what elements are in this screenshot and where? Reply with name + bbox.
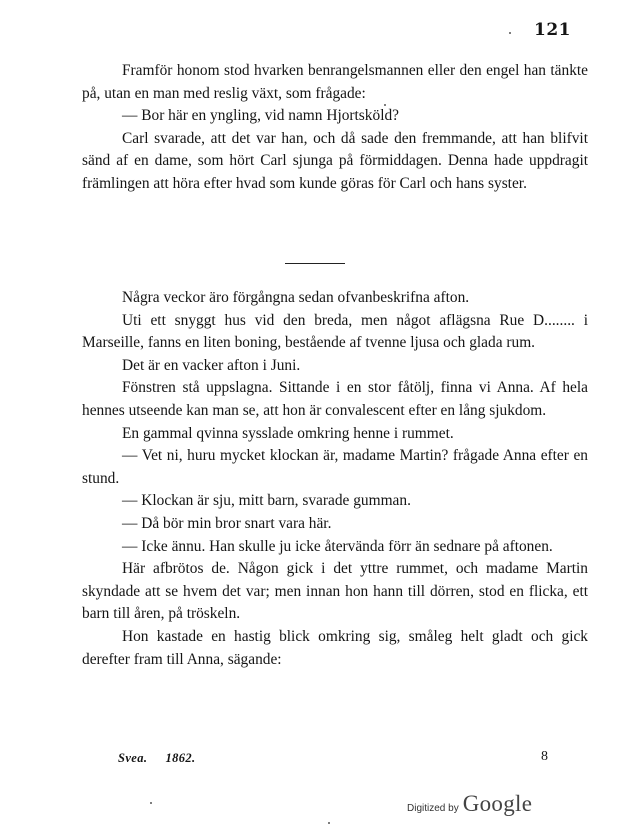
paragraph: — Då bör min bror snart vara här. [122,514,332,532]
paragraph: — Icke ännu. Han skulle ju icke återvända förr än sednare på aftonen. [122,537,553,555]
paragraph: — Vet ni, huru mycket klockan är, madame Martin? frågade Anna efter en stund. [82,447,588,487]
digitization-watermark [407,791,532,817]
scan-speck [384,104,386,106]
footer-publication [118,751,196,766]
paragraph: Carl svarade, att det var han, och då sade den fremmande, att han blifvit sänd af en dame, som hört Carl sjunga på förmiddagen. Denna hade uppdragit främlingen att höra efter hvad som kunde göras för Carl och hans syster. [82,129,588,192]
scan-speck [150,802,152,804]
paragraph: Det är en vacker afton i Juni. [122,356,301,374]
paragraph: — Klockan är sju, mitt barn, svarade gumman. [122,492,411,510]
paragraph: Framför honom stod hvarken benrangelsmannen eller den engel han tänkte på, utan en man med reslig växt, som frågade: [82,62,588,102]
paragraph: Uti ett snyggt hus vid den breda, men något aflägsna Rue D........ i Marseille, fanns en liten boning, bestående af tvenne ljusa och glada rum. [82,311,588,352]
digitized-label: Digitized by [407,803,459,814]
publication-title: Svea. [118,751,148,765]
paragraph: — Bor här en yngling, vid namn Hjortsköld? [122,107,399,125]
page-number: 121 [534,20,571,40]
scan-speck [509,32,511,34]
paragraph: Fönstren stå uppslagna. Sittande i en stor fåtölj, finna vi Anna. Af hela hennes utseende kan man se, att hon är convalescent efter en lång sjukdom. [82,379,588,419]
paragraph: En gammal qvinna sysslade omkring henne i rummet. [122,424,454,442]
signature-mark: 8 [541,749,548,764]
google-logo: Google [462,791,533,816]
paragraph: Hon kastade en hastig blick omkring sig, småleg helt gladt och gick derefter fram till Anna, sägande: [82,627,588,668]
scan-speck [328,822,330,824]
publication-year: 1862. [165,751,196,765]
text-section-one [82,60,588,196]
paragraph: Några veckor äro förgångna sedan ofvanbeskrifna afton. [122,289,470,306]
text-section-two [82,287,588,671]
paragraph: Här afbrötos de. Någon gick i det yttre rummet, och madame Martin skyndade att se hvem det var; men innan hon hann till dörren, stod en flicka, ett barn till åren, på tröskeln. [82,560,588,623]
section-separator [285,263,345,264]
